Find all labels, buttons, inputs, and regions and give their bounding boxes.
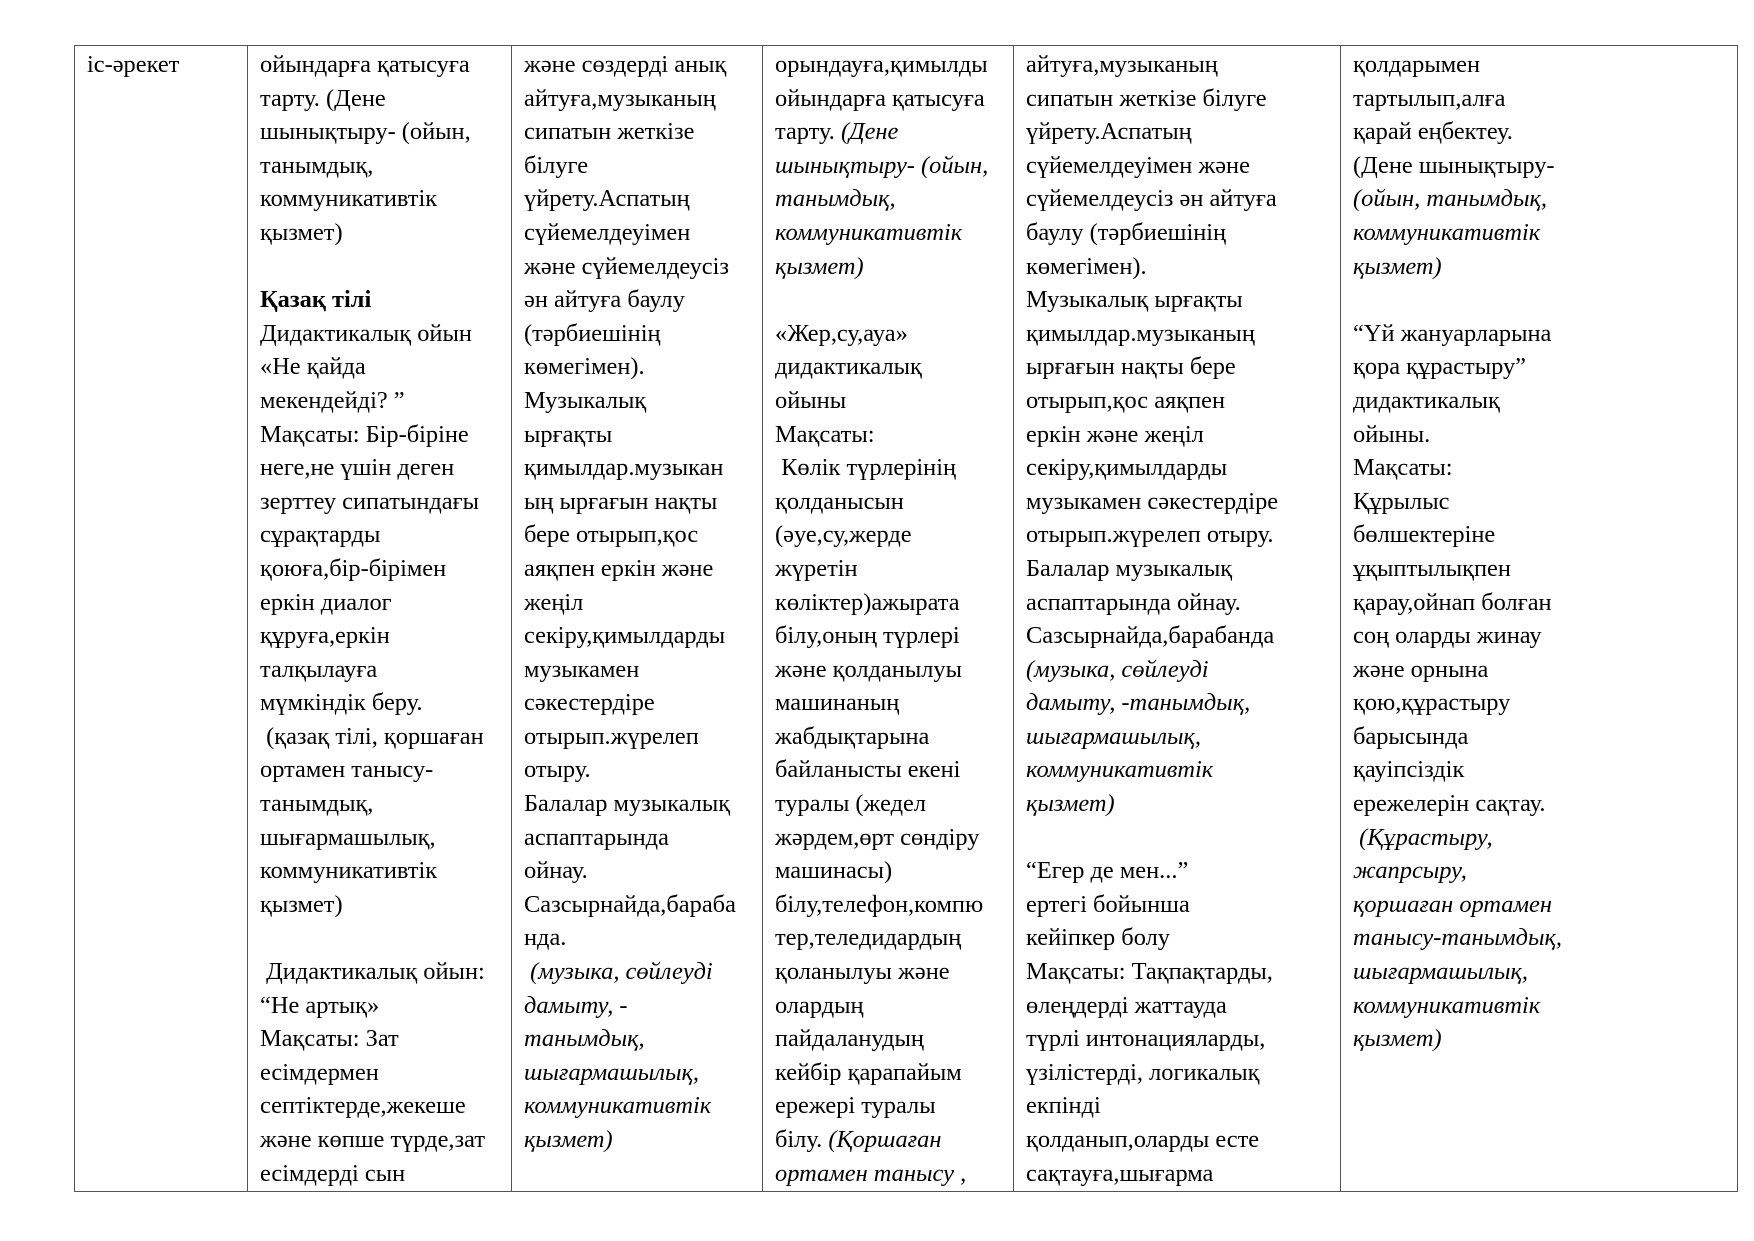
col4-paragraph-2: “Егер де мен...” ертегі бойынша кейіпкер болу Мақсаты: Тақпақтарды, өлеңдерді жаттауда түрлі интонацияларды, үзілістерді, логикалық екпінді қолданып,оларды есте сақтауға,шығарма <box>1026 857 1273 1187</box>
activity-label: іс-әрекет <box>87 51 180 78</box>
col3-paragraph-2-italic: (Қоршаған ортамен танысу , <box>775 1126 967 1187</box>
column-1-cell <box>248 46 512 1192</box>
column-4-cell <box>1014 46 1341 1192</box>
col1-paragraph-3: Дидактикалық ойын: “Не артық» Мақсаты: Зат есімдермен септіктерде,жекеше және көпше түрде,зат есімдерді сын <box>260 958 486 1187</box>
col4-paragraph-1: айтуға,музыканың сипатын жеткізе білуге үйрету.Аспатың сүйемелдеуімен және сүйемелдеусіз ән айтуға баулу (тәрбиешінің көмегімен). Музыкалық ырғақты қимылдар.музыканың ырғағын нақты бере отырып,қос аяқпен еркін және жеңіл секіру,қимылдарды музыкамен сәкестердіре отырып.жүрелеп отыру. Балалар музыкалық аспаптарында ойнау. Сазсырнайда,барабанда <box>1026 51 1279 650</box>
table-row <box>75 46 1738 1192</box>
column-5-cell <box>1341 46 1738 1192</box>
plan-table <box>74 45 1738 1192</box>
col3-paragraph-1: орындауға,қимылды ойындарға қатысуға тарту. <box>775 51 988 146</box>
col3-paragraph-2: «Жер,су,ауа» дидактикалық ойыны Мақсаты: Көлік түрлерінің қолданысын (әуе,су,жерде жүретін көліктер)ажырата білу,оның түрлері және қолданылуы машинаның жабдықтарына байланысты екені туралы (жедел жәрдем,өрт сөндіру машинасы) білу,телефон,компю тер,теледидардың қоланылуы және олардың пайдаланудың кейбір қарапайым ережері туралы білу. <box>775 319 984 1153</box>
col5-paragraph-2: “Үй жануарларына қора құрастыру” дидактикалық ойыны. Мақсаты: Құрылыс бөлшектеріне ұқыптылықпен қарау,ойнап болған соң оларды жинау және орнына қою,құрастыру барысында қауіпсіздік ережелерін сақтау. <box>1353 319 1552 818</box>
activity-label-cell <box>75 46 248 1192</box>
col2-paragraph-1: және сөздерді анық айтуға,музыканың сипатын жеткізе білуге үйрету.Аспатың сүйемелдеуімен және сүйемелдеусіз ән айтуға баулу (тәрбиешінің көмегімен). Музыкалық ырғақты қимылдар.музыкан ың ырғағын нақты бере отырып,қос аяқпен еркін және жеңіл секіру,қимылдарды музыкамен сәкестердіре отырып.жүрелеп отыру. Балалар музыкалық аспаптарында ойнау. Сазсырнайда,бараба нда. <box>524 51 736 952</box>
col2-paragraph-2: (музыка, сөйлеуді дамыту, - танымдық, шығармашылық, коммуникативтік қызмет) <box>524 958 713 1153</box>
col5-paragraph-1-italic: (ойын, танымдық, коммуникативтік қызмет) <box>1353 185 1547 280</box>
col1-paragraph-1: ойындарға қатысуға тарту. (Дене шынықтыру- (ойын, танымдық, коммуникативтік қызмет) <box>260 51 471 246</box>
col4-paragraph-1-italic: (музыка, сөйлеуді дамыту, -танымдық, шығармашылық, коммуникативтік қызмет) <box>1026 655 1251 818</box>
col5-paragraph-1: қолдарымен тартылып,алға қарай еңбектеу. (Дене шынықтыру- <box>1353 51 1555 179</box>
column-2-cell <box>512 46 763 1192</box>
col3-paragraph-1-italic: (Дене шынықтыру- (ойын, танымдық, коммуникативтік қызмет) <box>775 118 989 280</box>
col1-paragraph-2: Дидактикалық ойын «Не қайда мекендейді? ” Мақсаты: Бір-біріне неге,не үшін деген зерттеу сипатындағы сұрақтарды қоюға,бір-бірімен еркін диалог құруға,еркін талқылауға мүмкіндік беру. (қазақ тілі, қоршаған ортамен танысу- танымдық, шығармашылық, коммуникативтік қызмет) <box>260 319 484 918</box>
column-3-cell <box>763 46 1014 1192</box>
kazakh-language-heading: Қазақ тілі <box>260 286 372 314</box>
col5-paragraph-2-italic: (Құрастыру, жапрсыру, қоршаған ортамен танысу-танымдық, шығармашылық, коммуникативтік қызмет) <box>1353 823 1562 1053</box>
